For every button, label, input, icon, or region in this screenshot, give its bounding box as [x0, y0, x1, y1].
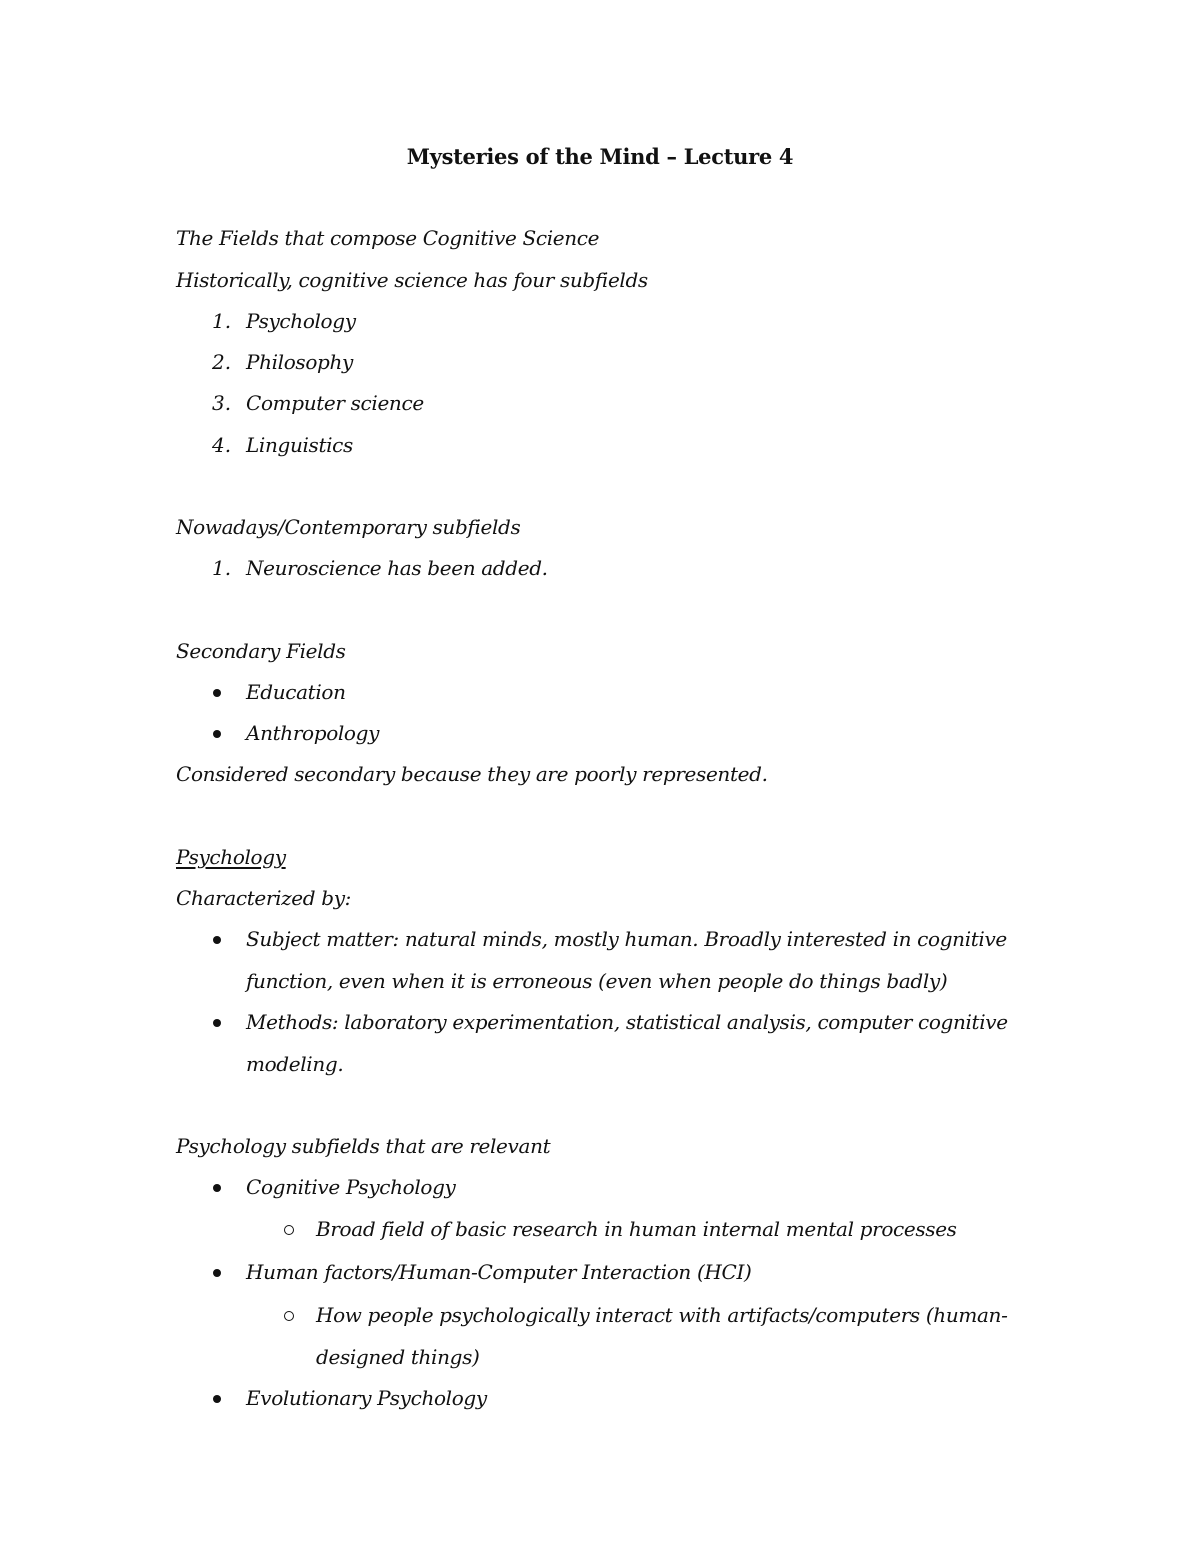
- bullet-icon: [213, 730, 221, 738]
- list-item: Evolutionary Psychology: [246, 1386, 487, 1410]
- list-number: 1.: [212, 556, 232, 580]
- list-item: Psychology: [246, 309, 356, 333]
- bullet-icon: [213, 1184, 221, 1192]
- subfields-heading: Psychology subfields that are relevant: [176, 1134, 551, 1158]
- secondary-note: Considered secondary because they are poorly represented.: [176, 762, 768, 786]
- list-number: 2.: [212, 350, 232, 374]
- sub-list-item: How people psychologically interact with artifacts/computers (human-: [316, 1303, 1008, 1327]
- list-item: Education: [246, 680, 346, 704]
- circle-bullet-icon: [284, 1311, 294, 1321]
- list-number: 3.: [212, 391, 232, 415]
- contemporary-heading: Nowadays/Contemporary subfields: [176, 515, 521, 539]
- page-title: Mysteries of the Mind – Lecture 4: [406, 144, 794, 169]
- list-item: Computer science: [246, 391, 424, 415]
- secondary-heading: Secondary Fields: [176, 639, 346, 663]
- list-item: Neuroscience has been added.: [246, 556, 548, 580]
- subject-matter-line-2: function, even when it is erroneous (even when people do things badly): [246, 969, 948, 993]
- bullet-icon: [213, 689, 221, 697]
- fields-heading: The Fields that compose Cognitive Science: [176, 226, 600, 250]
- list-number: 4.: [212, 433, 232, 457]
- list-item: Philosophy: [246, 350, 353, 374]
- methods-line-2: modeling.: [246, 1052, 344, 1076]
- list-item: Cognitive Psychology: [246, 1175, 456, 1199]
- bullet-icon: [213, 1019, 221, 1027]
- list-item: Anthropology: [246, 721, 380, 745]
- psychology-intro: Characterized by:: [176, 886, 352, 910]
- subject-matter-line-1: Subject matter: natural minds, mostly human. Broadly interested in cognitive: [246, 927, 1007, 951]
- bullet-icon: [213, 1395, 221, 1403]
- sub-list-item-continued: designed things): [316, 1345, 480, 1369]
- fields-intro: Historically, cognitive science has four subfields: [176, 268, 648, 292]
- bullet-icon: [213, 936, 221, 944]
- methods-line-1: Methods: laboratory experimentation, statistical analysis, computer cognitive: [246, 1010, 1008, 1034]
- bullet-icon: [213, 1269, 221, 1277]
- circle-bullet-icon: [284, 1225, 294, 1235]
- list-item: Human factors/Human-Computer Interaction (HCI): [246, 1260, 752, 1284]
- sub-list-item: Broad field of basic research in human internal mental processes: [316, 1217, 957, 1241]
- list-item: Linguistics: [246, 433, 353, 457]
- psychology-heading: Psychology: [176, 845, 286, 869]
- list-number: 1.: [212, 309, 232, 333]
